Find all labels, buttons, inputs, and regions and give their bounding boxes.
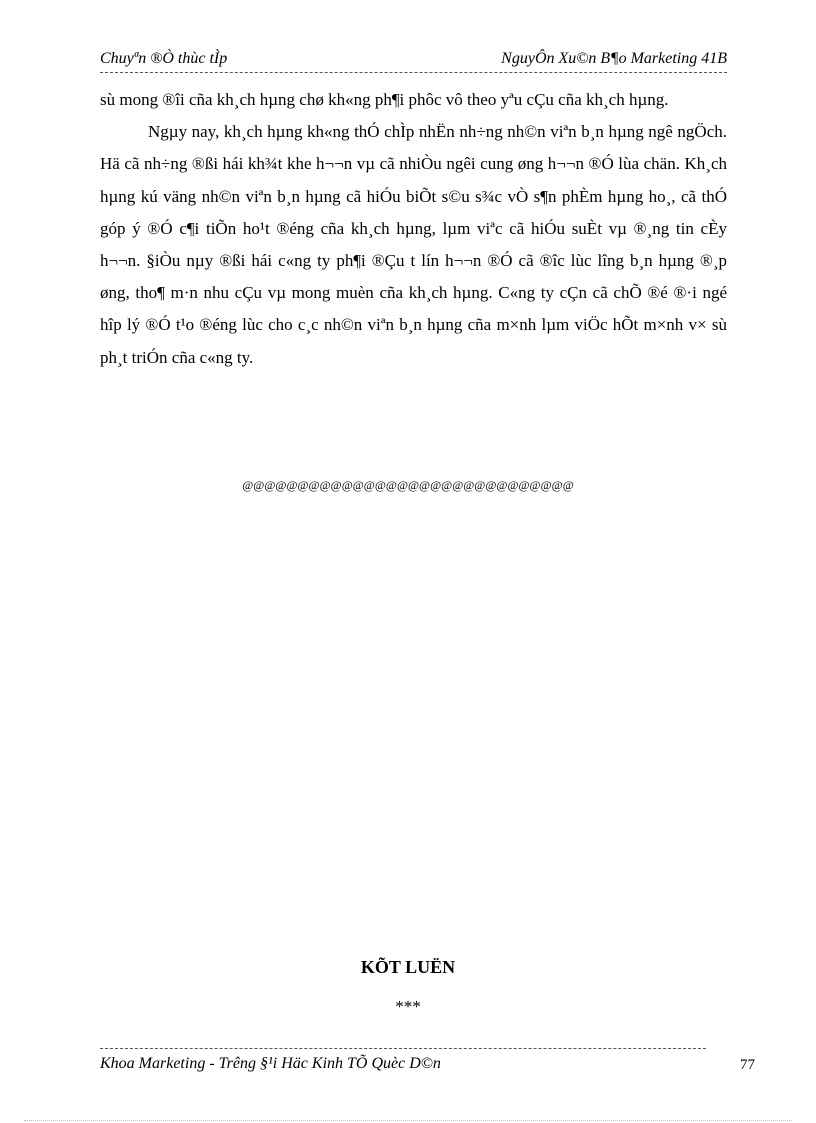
section-stars: *** <box>395 997 421 1016</box>
header-topic: Chuyªn ®Ò thùc tÌp <box>100 50 228 67</box>
paragraph-2: Ngµy nay, kh¸ch hµng kh«ng thÓ chÌp nhËn nh÷ng nh©n viªn b¸n hµng ngê ngÖch. Hä cã nh÷ng ®ßi hái kh¾t khe h¬¬n vµ cã nhiÒu ngêi cung øng h¬¬n ®Ó lùa chän. Kh¸ch hµng kú väng nh©n viªn b¸n hµng cã hiÓu biÕt s©u s¾c vÒ s¶n phÈm hµng ho¸, cã thÓ góp ý ®Ó c¶i tiÕn ho¹t ®éng cña kh¸ch hµng, lµm viªc cã hiÓu suÈt vµ ®¸ng tin cÈy h¬¬n. §iÒu nµy ®ßi hái c«ng ty ph¶i ®Çu t lín h¬¬n ®Ó cã ®îc lùc lîng b¸n hµng ®¸p øng, tho¶ m·n nhu cÇu vµ mong muèn cña kh¸ch hµng. C«ng ty cÇn cã chÕ ®é ®·i ngé hîp lý ®Ó t¹o ®éng lùc cho c¸c nh©n viªn b¸n hµng cña m×nh lµm viÖc hÕt m×nh v× sù ph¸t triÓn cña c«ng ty. <box>100 122 727 367</box>
section-title: KÕT LUËN <box>360 957 456 977</box>
section-separator: @@@@@@@@@@@@@@@@@@@@@@@@@@@@@@ <box>242 478 574 492</box>
footer-text: Khoa Marketing - Trêng §¹i Häc Kinh TÕ Quèc D©n <box>100 1055 441 1072</box>
page-footer <box>100 1048 706 1073</box>
page-header <box>100 50 727 73</box>
page-number: 77 <box>740 1057 755 1073</box>
paragraph-1: sù mong ®îi cña kh¸ch hµng chø kh«ng ph¶i phôc vô theo yªu cÇu cña kh¸ch hµng. <box>100 90 669 109</box>
body-text <box>100 84 727 374</box>
header-author: NguyÔn Xu©n B¶o Marketing 41B <box>501 50 727 67</box>
page-bottom-rule <box>24 1120 792 1121</box>
